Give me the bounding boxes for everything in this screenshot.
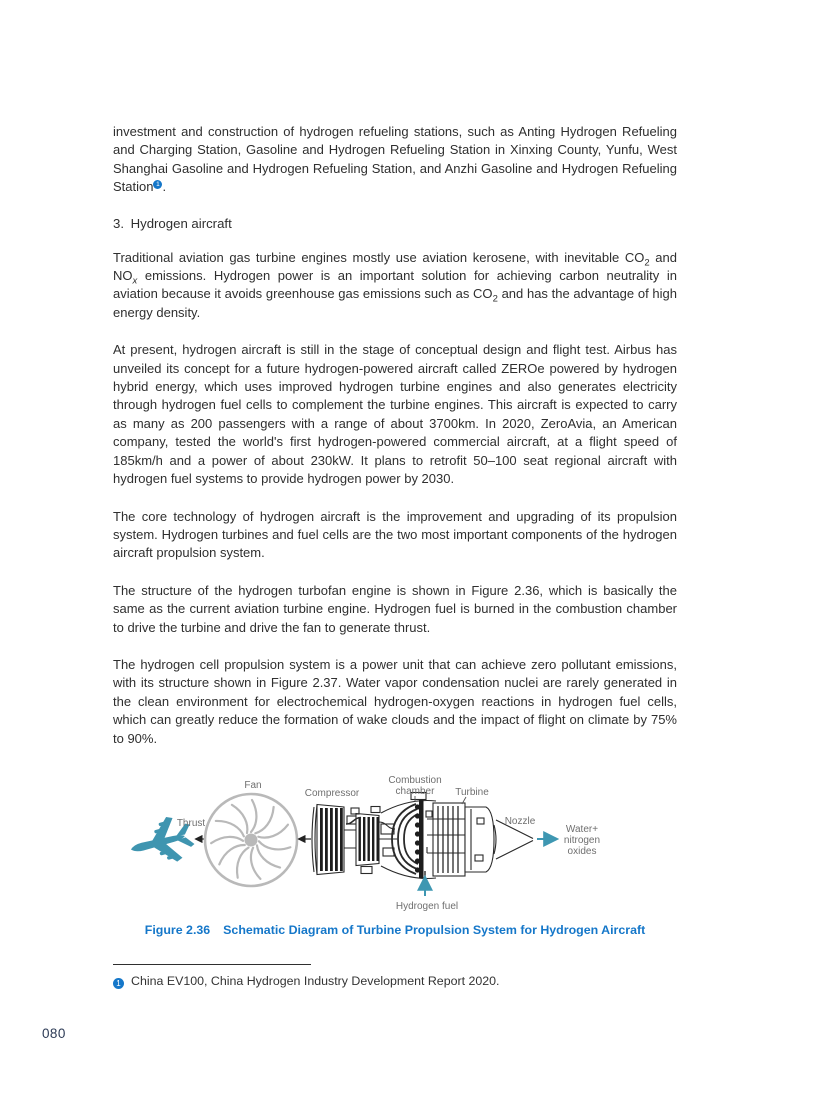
exhaust-label-line2: nitrogen <box>563 834 601 846</box>
footnote-text: China EV100, China Hydrogen Industry Development Report 2020. <box>131 973 500 988</box>
exhaust-label-line3: oxides <box>567 845 597 857</box>
turbine-label: Turbine <box>455 786 489 798</box>
paragraph-emissions: Traditional aviation gas turbine engines mostly use aviation kerosene, with inevitable $CO_2$ and $NO_x$ emissions. Hydrogen power is an important solution for achieving carbon neutrality in aviation because it avoids greenhouse gas emissions such as $CO_2$ and has the advantage of high energy density. <box>113 249 677 320</box>
paragraph-core-technology: The core technology of hydrogen aircraft is the improvement and upgrading of its propulsion system. Hydrogen turbines and fuel cells are the two most important components of the hydrogen aircraft propulsion system. <box>113 508 677 561</box>
paragraph-refueling-stations: investment and construction of hydrogen refueling stations, such as Anting Hydrogen Refueling and Charging Station, Gasoline and Hydrogen Refueling Station in Xinxing County, Yunfu, West Shanghai Gasoline and Hydrogen Refueling Station, and Anzhi Gasoline and Hydrogen Refueling Station 1 . <box>113 124 677 195</box>
combustion-chamber-label-line2: chamber <box>395 785 435 797</box>
page-number: 080 <box>42 1026 66 1041</box>
footnote-separator <box>113 964 311 965</box>
paragraph-airbus-zeroe: At present, hydrogen aircraft is still in the stage of conceptual design and flight test. Airbus has unveiled its concept for a future hydrogen-powered aircraft called ZEROe powered by hydrogen hybrid energy, which uses improved hydrogen turbine engines and also generates electricity through hydrogen fuel cells to complement the turbine engines. This aircraft is expected to carry as many as 200 passengers with a range of about 3700km. In 2020, ZeroAvia, an American company, tested the world's first hydrogen-powered commercial aircraft, at a flight speed of 185km/h and a power of about 230kW. It plans to retrofit 50–100 seat regional aircraft with hydrogen fuel systems to provide hydrogen power by 2030. <box>113 342 677 487</box>
figure-2-36 <box>120 767 677 917</box>
footnote-reference-mark: 1 <box>153 180 162 189</box>
footnote-mark: 1 <box>113 978 124 989</box>
thrust-label: Thrust <box>176 817 206 829</box>
fan-label: Fan <box>244 779 262 791</box>
paragraph-turbofan-structure: The structure of the hydrogen turbofan engine is shown in Figure 2.36, which is basically the same as the current aviation turbine engine. Hydrogen fuel is burned in the combustion chamber to drive the turbine and drive the fan to generate thrust. <box>113 582 677 635</box>
section-heading-hydrogen-aircraft: 3. Hydrogen aircraft <box>113 215 232 231</box>
figure-caption <box>113 923 677 937</box>
combustion-chamber-label-line1: Combustion <box>388 774 442 786</box>
engine-drawing <box>312 792 533 878</box>
compressor-label: Compressor <box>304 787 360 799</box>
footnote <box>113 974 677 989</box>
figure-2-36-diagram <box>120 767 700 917</box>
fan-icon <box>205 794 297 886</box>
figure-caption-text: Schematic Diagram of Turbine Propulsion System for Hydrogen Aircraft <box>223 922 646 937</box>
exhaust-label-line1: Water+ <box>565 823 599 835</box>
hydrogen-fuel-label: Hydrogen fuel <box>395 900 459 912</box>
paragraph-fuel-cell-system: The hydrogen cell propulsion system is a power unit that can achieve zero pollutant emissions, with its structure shown in Figure 2.37. Water vapor condensation nuclei are rarely generated in the clean environment for electrochemical hydrogen-oxygen reactions in hydrogen fuel cells, which can greatly reduce the formation of wake clouds and the impact of flight on climate by 75% to 90%. <box>113 656 677 746</box>
nozzle-label: Nozzle <box>504 815 536 827</box>
figure-caption-number: Figure 2.36 <box>144 922 211 937</box>
